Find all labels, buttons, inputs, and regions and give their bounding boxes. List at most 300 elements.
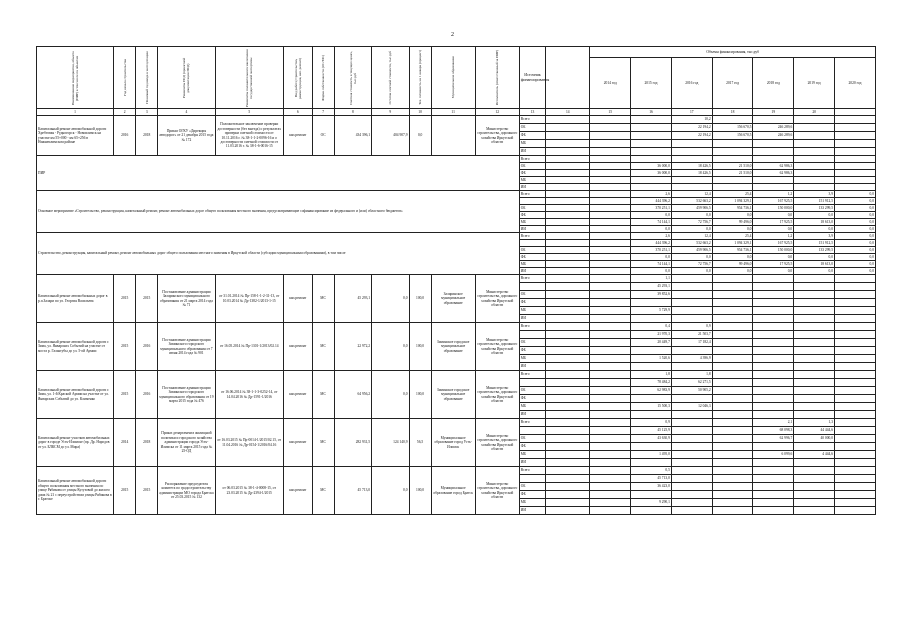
year-value-empty (590, 355, 631, 363)
year-value (835, 363, 876, 371)
year-value-empty (546, 427, 590, 435)
year-value: 0,0 (794, 226, 835, 233)
project-name: Капитальный ремонт автомобильной дороги г. Зима, ул. 1-й Краской Армии на участке от ул. Январских Событий до ул. Клименко (37, 371, 114, 419)
year-value (835, 156, 876, 163)
year-value: 62 271,5 (671, 379, 712, 387)
year-value-empty (546, 331, 590, 339)
year-value-empty (546, 156, 590, 163)
year-value-empty (546, 275, 590, 283)
table-row (37, 419, 876, 427)
year-value (671, 307, 712, 315)
year-value: 0,0 (631, 254, 672, 261)
funding-source (519, 240, 545, 247)
column-header-text: Муниципальное образование (451, 56, 456, 99)
year-value: 156 670,5 (712, 124, 753, 132)
year-value: 18 426,5 (671, 170, 712, 177)
year-value: 167 925,5 (753, 240, 794, 247)
year-value (835, 307, 876, 315)
year-value (712, 459, 753, 467)
year-value-empty (546, 467, 590, 475)
year-value (712, 483, 753, 491)
funding-source: ФБ (519, 491, 545, 499)
year-value-empty (546, 261, 590, 268)
year-value (671, 475, 712, 483)
year-value (835, 419, 876, 427)
funding-source: ИИ (519, 411, 545, 419)
year-value-empty (590, 291, 631, 299)
year-value (794, 387, 835, 395)
project-work: кап.ремонт (283, 116, 312, 156)
column-header (372, 47, 409, 109)
year-value-empty (546, 483, 590, 491)
year-value (794, 116, 835, 124)
project-ready: 56,5 (409, 419, 431, 467)
year-value: 0,0 (671, 226, 712, 233)
year-value: 954 736,1 (712, 205, 753, 212)
year-value: 17 925,5 (753, 219, 794, 226)
project-start: 2015 (114, 275, 136, 323)
year-value (794, 339, 835, 347)
year-value: 17 925,5 (753, 261, 794, 268)
year-value-empty (590, 299, 631, 307)
year-value (671, 291, 712, 299)
table-row (37, 191, 876, 198)
year-value: 6 099,6 (753, 451, 794, 459)
year-value (671, 499, 712, 507)
year-value: 954 736,1 (712, 247, 753, 254)
year-value (753, 355, 794, 363)
year-value (753, 283, 794, 291)
project-exec: Министерство строительства, дорожного хозяйства Иркутской области (475, 116, 519, 156)
year-value-empty (590, 379, 631, 387)
year-value (753, 148, 794, 156)
year-value (631, 116, 672, 124)
year-value (794, 459, 835, 467)
index-cell: 2 (114, 109, 136, 116)
year-value: 2,6 (631, 191, 672, 198)
table-row (37, 233, 876, 240)
funding-source: ОБ (519, 205, 545, 212)
project-start: 2015 (114, 467, 136, 515)
project-name: Капитальный ремонт автомобильных дорог в р.п.Залари по ул. Георгия Васильева (37, 275, 114, 323)
funding-source: ФБ (519, 132, 545, 140)
project-expertise: от 16.06.2014 № 38-1-1-3-0252-14, от 14.04.2016 № Др-1591-1/2016 (215, 371, 283, 419)
year-value: 50 905,2 (671, 387, 712, 395)
year-value (835, 435, 876, 443)
year-value (835, 124, 876, 132)
year-value-empty (546, 205, 590, 212)
year-value-empty (546, 443, 590, 451)
year-value (835, 395, 876, 403)
project-cost: 22 972,2 (334, 323, 371, 371)
project-own: МС (312, 275, 334, 323)
year-value: 45 125,9 (631, 427, 672, 435)
project-rest: 124 140,9 (372, 419, 409, 467)
year-value (590, 177, 631, 184)
year-value (835, 315, 876, 323)
project-ready: 100,0 (409, 467, 431, 515)
index-cell: 8 (334, 109, 371, 116)
year-value: 0,0 (631, 226, 672, 233)
funding-source: Всего (519, 116, 545, 124)
year-value (590, 163, 631, 170)
year-value: 246 289,6 (753, 124, 794, 132)
year-value (753, 491, 794, 499)
project-expertise: Положительное заключение проверки достоверности (без выезда) о результатах проверки сметной стоимости от 10.11.2016 г. № 38-1-1-2-0096-16 и о достоверности сметной стоимости от 11.03.2016 г. № 38-1-6-0016-15 (215, 116, 283, 156)
year-value: 0,0 (835, 233, 876, 240)
year-value-empty (590, 507, 631, 515)
year-value-empty (590, 475, 631, 483)
year-value-empty (546, 371, 590, 379)
year-value: 0,0 (753, 226, 794, 233)
year-value: 0,0 (835, 219, 876, 226)
year-value (671, 411, 712, 419)
year-value: 0,0 (835, 191, 876, 198)
year-value (590, 148, 631, 156)
year-value: 1,3 (794, 419, 835, 427)
year-value: 156 670,5 (712, 132, 753, 140)
index-cell: 3 (136, 109, 158, 116)
year-value-empty (546, 355, 590, 363)
year-value (794, 177, 835, 184)
year-value-empty (590, 483, 631, 491)
year-value (671, 315, 712, 323)
project-name: Капитальный ремонт автомобильной дороги г. Зима, ул. Январских Событий на участке от моста р. Галактубы до ул. 5-ой Армии (37, 323, 114, 371)
year-value: 74 144,1 (631, 261, 672, 268)
table-row (37, 371, 876, 379)
year-value (794, 363, 835, 371)
index-cell: 7 (312, 109, 334, 116)
year-value (671, 184, 712, 191)
year-value (671, 148, 712, 156)
year-value-empty (590, 395, 631, 403)
year-value (671, 459, 712, 467)
project-rest: 0,0 (372, 323, 409, 371)
funding-source: МБ (519, 355, 545, 363)
year-value-empty (546, 507, 590, 515)
year-value (753, 339, 794, 347)
year-value: 0,0 (835, 212, 876, 219)
year-value: 25,4 (712, 233, 753, 240)
year-value: 72 756,7 (671, 261, 712, 268)
year-value: 12 046,3 (671, 403, 712, 411)
year-value-empty (590, 268, 631, 275)
year-value (712, 371, 753, 379)
year-value (753, 291, 794, 299)
column-header-text: Реквизиты положительного заключения государственной экспертизы (245, 48, 254, 107)
year-value-empty (590, 226, 631, 233)
project-exec: Министерство строительства, дорожного хозяйства Иркутской области (475, 323, 519, 371)
year-value: 0,0 (835, 198, 876, 205)
year-value (590, 170, 631, 177)
funding-source: ФБ (519, 443, 545, 451)
project-name: Капитальный ремонт автомобильной дороги общего пользования местного значения по улице Рябикова от улицы Кутузовой до жилого дома № 21 с переустройством улицы Рябикова в г. Братске (37, 467, 114, 515)
funding-source: ОБ (519, 163, 545, 170)
year-value (835, 148, 876, 156)
column-header-text: Наименование мероприятия, объекта (ПИР) в том числе по объектам (71, 50, 80, 105)
year-value: 1,8 (671, 371, 712, 379)
year-value (835, 116, 876, 124)
year-value (794, 291, 835, 299)
year-value: 2,6 (631, 233, 672, 240)
column-header-text: Плановый год ввода в эксплуатацию (144, 51, 149, 104)
year-value (753, 323, 794, 331)
year-value-empty (546, 233, 590, 240)
year-value (671, 363, 712, 371)
year-value-empty (546, 347, 590, 355)
year-value (753, 411, 794, 419)
year-value: 22 194,2 (671, 124, 712, 132)
year-value: 0,0 (753, 268, 794, 275)
year-value: 532 663,2 (671, 198, 712, 205)
project-start: 2014 (114, 419, 136, 467)
project-own: МС (312, 467, 334, 515)
year-value-empty (546, 419, 590, 427)
year-value (835, 507, 876, 515)
funding-source: МБ (519, 219, 545, 226)
year-value: 25,4 (712, 191, 753, 198)
funding-source: МБ (519, 261, 545, 268)
year-value: 2,1 (753, 419, 794, 427)
year-value (631, 148, 672, 156)
year-value: 0,0 (671, 212, 712, 219)
project-mo: Зиминское городское муниципальное образование (431, 323, 475, 371)
project-end: 2018 (136, 419, 158, 467)
year-value: 0,0 (835, 247, 876, 254)
funding-source: Всего (519, 419, 545, 427)
year-value (712, 427, 753, 435)
year-value (712, 156, 753, 163)
year-value (794, 347, 835, 355)
year-value: 12,4 (671, 233, 712, 240)
funding-source: ИИ (519, 459, 545, 467)
year-value-empty (590, 254, 631, 261)
column-header (136, 47, 158, 109)
year-value: 45 293,1 (631, 283, 672, 291)
year-value (671, 483, 712, 491)
index-cell: 18 (712, 109, 753, 116)
year-value (794, 323, 835, 331)
project-expertise: от 16.05.2014 № Пр-1301-1/2013/02.14 (215, 323, 283, 371)
year-value (753, 395, 794, 403)
year-value-empty (546, 140, 590, 148)
column-header-text: Реквизиты ПСД (проектной документации ПСД) (182, 57, 191, 98)
year-value (712, 435, 753, 443)
year-value: 99 496,0 (712, 261, 753, 268)
year-value: 1 520,6 (631, 355, 672, 363)
year-value: 0,0 (835, 268, 876, 275)
funding-source: ФБ (519, 212, 545, 219)
year-value (753, 299, 794, 307)
year-value (753, 331, 794, 339)
year-value (712, 307, 753, 315)
year-value-empty (546, 198, 590, 205)
year-value (712, 443, 753, 451)
year-value: 0,0 (835, 254, 876, 261)
year-value-empty (590, 459, 631, 467)
funding-source: ФБ (519, 395, 545, 403)
year-value-empty (546, 226, 590, 233)
funding-source: ИИ (519, 226, 545, 233)
year-value-empty (546, 132, 590, 140)
year-value-empty (546, 163, 590, 170)
year-value (835, 163, 876, 170)
funding-source: ИИ (519, 315, 545, 323)
year-value (753, 307, 794, 315)
project-psd: Постановление администрации Заларинского муниципального образования от 21 марта 2014 года № 71 (158, 275, 215, 323)
year-value: 68 098,3 (753, 427, 794, 435)
year-value-empty (590, 499, 631, 507)
funding-source: МБ (519, 403, 545, 411)
column-header-text: Год начала строительства (122, 59, 127, 96)
project-work: кап.ремонт (283, 371, 312, 419)
year-header: 2014 год (590, 58, 631, 109)
year-value: 0,0 (712, 254, 753, 261)
project-ready: 0,0 (409, 116, 431, 156)
header-row (37, 47, 876, 58)
year-value (631, 140, 672, 148)
year-value (712, 148, 753, 156)
year-value: 1 094 329,1 (712, 240, 753, 247)
year-header: 2016 год (671, 58, 712, 109)
year-value (794, 371, 835, 379)
year-value: 0,9 (671, 323, 712, 331)
year-value (712, 291, 753, 299)
year-value-empty (590, 347, 631, 355)
year-value (794, 379, 835, 387)
year-value (753, 499, 794, 507)
year-value: 0,0 (712, 268, 753, 275)
year-value: 18 613,0 (794, 261, 835, 268)
year-value-empty (590, 467, 631, 475)
year-value (712, 275, 753, 283)
year-value-empty (590, 191, 631, 198)
year-value: 44 444,6 (794, 427, 835, 435)
year-value-empty (546, 148, 590, 156)
year-value: 21 970,3 (631, 331, 672, 339)
project-end: 2016 (136, 371, 158, 419)
year-value-empty (546, 315, 590, 323)
year-value-empty (590, 427, 631, 435)
year-value-empty (546, 323, 590, 331)
funding-source (519, 475, 545, 483)
year-value (794, 307, 835, 315)
year-value (835, 403, 876, 411)
project-psd: Постановление администрации Зиминского городского муниципального образования от 7 июня 2014 года № 901 (158, 323, 215, 371)
funding-source: ИИ (519, 268, 545, 275)
year-value-empty (590, 212, 631, 219)
year-value (712, 315, 753, 323)
year-value: 17 182,4 (671, 339, 712, 347)
year-value-empty (590, 219, 631, 226)
year-value (794, 163, 835, 170)
year-value (631, 299, 672, 307)
year-value (631, 156, 672, 163)
column-header-text: Источник финансирования (520, 72, 550, 82)
year-value-empty (546, 184, 590, 191)
year-value (712, 184, 753, 191)
year-value: 1,2 (753, 233, 794, 240)
year-value (590, 140, 631, 148)
column-header (114, 47, 136, 109)
year-value (712, 411, 753, 419)
funding-source: ОБ (519, 247, 545, 254)
year-value (794, 403, 835, 411)
financing-table (36, 46, 876, 515)
year-value: 72 756,7 (671, 219, 712, 226)
year-value-empty (546, 435, 590, 443)
project-psd: Приказ ОГКУ «Дирекция автодорог» от 21 декабря 2015 года № 172 (158, 116, 215, 156)
year-value: 167 925,5 (753, 198, 794, 205)
year-value (794, 467, 835, 475)
year-value (671, 347, 712, 355)
column-header (37, 47, 114, 109)
year-value (794, 299, 835, 307)
year-value (835, 170, 876, 177)
project-work: кап.ремонт (283, 419, 312, 467)
year-value (753, 363, 794, 371)
table-row (37, 156, 876, 163)
project-end: 2018 (136, 116, 158, 156)
column-header-text: Форма собственности (ОС/МС) (321, 54, 326, 101)
year-value (753, 140, 794, 148)
column-header (519, 47, 550, 109)
year-value: 45 713,0 (631, 475, 672, 483)
year-value: 62 986,3 (753, 163, 794, 170)
project-cost: 282 931,5 (334, 419, 371, 467)
year-value: 1 495,0 (631, 451, 672, 459)
year-value (835, 132, 876, 140)
year-value-empty (590, 411, 631, 419)
funding-source: Всего (519, 275, 545, 283)
index-row (37, 109, 876, 116)
funding-source: ИИ (519, 363, 545, 371)
year-value-empty (546, 268, 590, 275)
column-header-text: Исполнитель (ответственный за ПИР) (495, 50, 500, 105)
year-value-empty (546, 219, 590, 226)
year-value (671, 443, 712, 451)
year-value (835, 283, 876, 291)
funding-source: Всего (519, 233, 545, 240)
year-value-empty (590, 419, 631, 427)
year-value (835, 483, 876, 491)
year-value: 444 396,2 (631, 198, 672, 205)
year-value: 0,0 (671, 254, 712, 261)
year-value (794, 275, 835, 283)
funding-source: ИИ (519, 148, 545, 156)
year-value (671, 395, 712, 403)
column-header-text: Тех. готовность на 1 января (процент) (418, 50, 423, 105)
year-value (753, 459, 794, 467)
project-own: МС (312, 371, 334, 419)
year-value (794, 491, 835, 499)
year-header: 2020 год (835, 58, 876, 109)
year-value (794, 483, 835, 491)
year-value-empty (546, 212, 590, 219)
year-value-empty (546, 491, 590, 499)
year-value (631, 507, 672, 515)
year-value (712, 499, 753, 507)
year-value-empty (546, 395, 590, 403)
year-value (631, 132, 672, 140)
year-value: 4 444,6 (794, 451, 835, 459)
year-value-empty (590, 323, 631, 331)
year-value (835, 499, 876, 507)
year-value (631, 315, 672, 323)
year-value (794, 156, 835, 163)
year-value: 1,2 (753, 191, 794, 198)
year-value (712, 451, 753, 459)
